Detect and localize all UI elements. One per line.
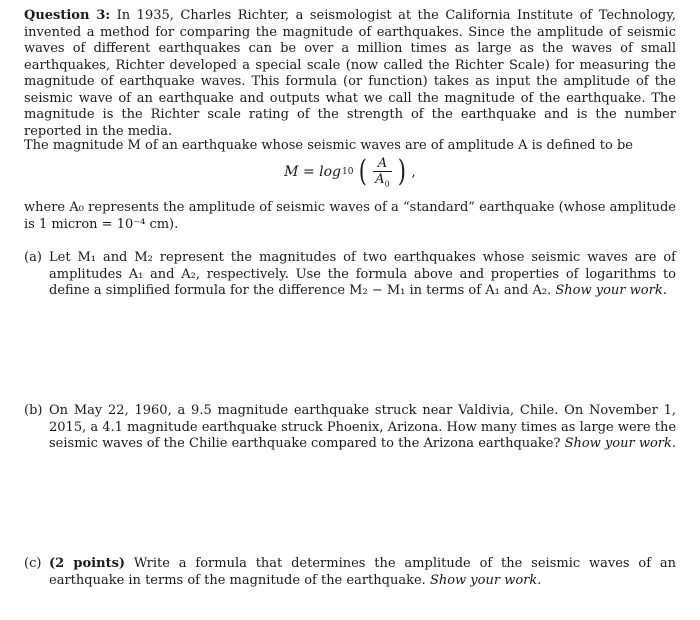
part-c-points: (2 points) — [49, 556, 126, 571]
formula-trailing: , — [411, 164, 416, 181]
part-b — [24, 403, 676, 453]
richter-formula — [0, 156, 700, 189]
part-a — [24, 250, 676, 300]
part-b-text: On May 22, 1960, a 9.5 magnitude earthquake struck near Valdivia, Chile. On November 1, 2015, a 4.1 magnitude earthquake struck Phoenix, Arizona. How many times as large were the seismic waves of the Chilie earthquake compared to the Arizona earthquake? — [49, 403, 677, 451]
part-a-text: Let M₁ and M₂ represent the magnitudes of two earthquakes whose seismic waves are of amplitudes A₁ and A₂, respectively. Use the formula above and properties of logarithms to define a simplified formula for the difference M₂ − M₁ in terms of A₁ and A₂. — [49, 250, 676, 298]
part-c-instruction: Show your work. — [429, 572, 542, 588]
part-b-instruction: Show your work. — [564, 436, 677, 451]
fraction-denominator: $A_0$ — [375, 172, 390, 189]
formula-log-base: 10 — [342, 167, 354, 178]
formula-fraction — [373, 156, 391, 189]
part-c-label: (c) — [24, 556, 42, 571]
question-intro-text: In 1935, Charles Richter, a seismologist at the California Institute of Technology, invented a method for comparing the magnitude of earthquakes. Since the amplitude of seismic waves of different earthquakes can be over a million times as large as the waves of small earthquakes, Richter developed a special scale (now called the Richter Scale) for measuring the magnitude of earthquake waves. This formula (or function) takes as input the amplitude of the seismic wave of an earthquake and outputs what we call the magnitude of the earthquake. The magnitude is the Richter scale rating of the strength of the earthquake and is the number reported in the media. — [24, 8, 676, 139]
left-paren: ( — [359, 154, 368, 190]
part-a-instruction: Show your work. — [555, 283, 667, 298]
question-intro — [24, 8, 676, 140]
formula-lhs: M = log — [284, 164, 341, 181]
part-c — [24, 556, 676, 589]
part-c-text: Write a formula that determines the amplitude of the seismic waves of an earthquake in terms of the magnitude of the earthquake. — [49, 556, 676, 588]
part-a-label: (a) — [24, 250, 42, 265]
standard-amplitude-note: where A₀ represents the amplitude of seismic waves of a “standard” earthquake (whose amplitude is 1 micron = 10⁻⁴ cm). — [24, 200, 676, 232]
part-b-label: (b) — [24, 403, 43, 418]
question-title: Question 3: — [24, 8, 111, 23]
fraction-numerator: A — [377, 156, 388, 171]
magnitude-definition: The magnitude M of an earthquake whose seismic waves are of amplitude A is defined to be — [24, 138, 633, 153]
right-paren: ) — [397, 154, 406, 190]
